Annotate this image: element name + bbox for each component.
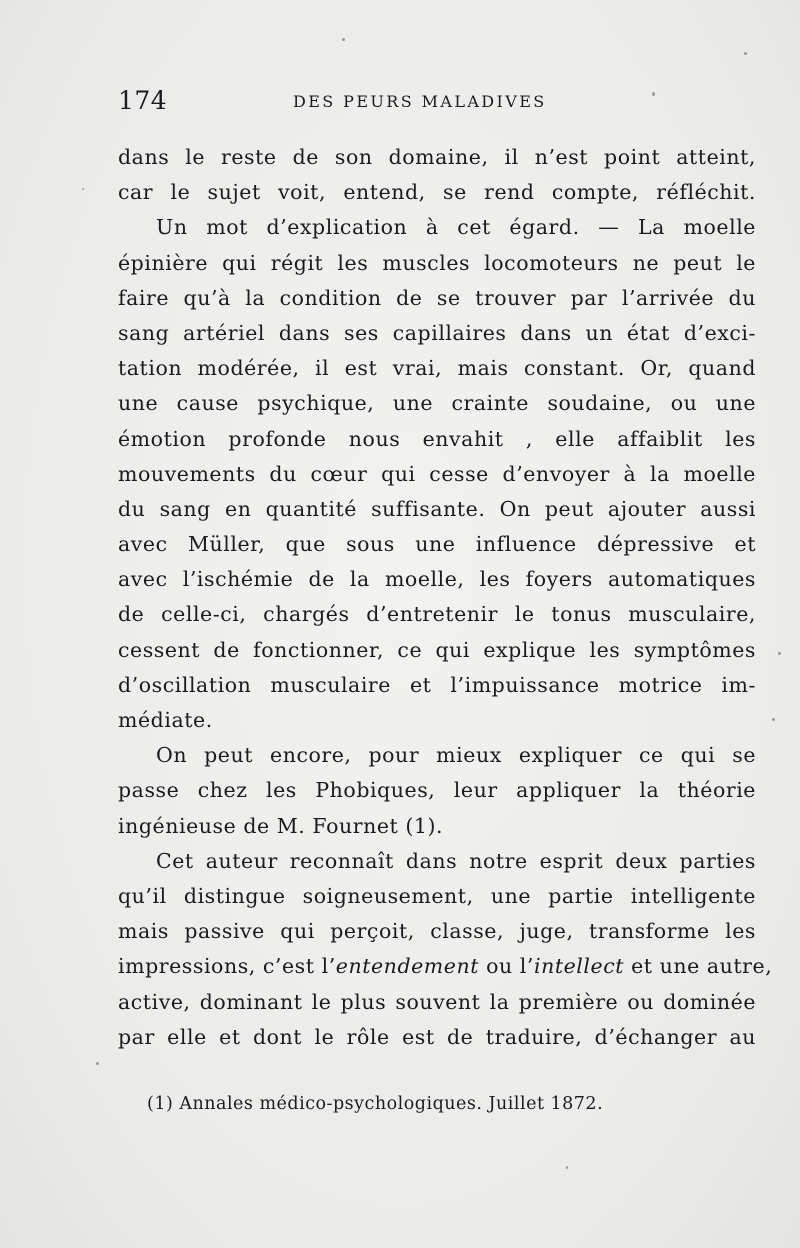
text-line: faire qu’à la condition de se trouver par l’arrivée du <box>118 285 756 310</box>
text-line: impressions, c’est l’entendement ou l’intellect et une autre, <box>118 954 773 979</box>
text-line: d’oscillation musculaire et l’impuissance motrice im- <box>118 672 756 697</box>
running-title: DES PEURS MALADIVES <box>293 92 547 111</box>
text-line: Un mot d’explication à cet égard. — La moelle <box>156 215 756 240</box>
page-header <box>118 86 758 120</box>
paper-speck <box>744 52 747 55</box>
italic-term: intellect <box>533 954 625 979</box>
text-line: ingénieuse de M. Fournet (1). <box>118 813 444 838</box>
page-number: 174 <box>118 86 168 115</box>
text-line: passe chez les Phobiques, leur appliquer la théorie <box>118 778 756 803</box>
text-line: mouvements du cœur qui cesse d’envoyer à la moelle <box>118 461 756 486</box>
text-line: Cet auteur reconnaît dans notre esprit deux parties <box>156 848 756 873</box>
text-line: émotion profonde nous envahit , elle affaiblit les <box>118 426 756 451</box>
text-line: du sang en quantité suffisante. On peut ajouter aussi <box>118 496 756 521</box>
paper-speck <box>778 652 781 655</box>
text-line: de celle-ci, chargés d’entretenir le tonus musculaire, <box>118 602 756 627</box>
footnote: (1) Annales médico-psychologiques. Juillet 1872. <box>147 1094 604 1114</box>
italic-term: entendement <box>335 954 480 979</box>
text-line: cessent de fonctionner, ce qui explique les symptômes <box>118 637 756 662</box>
text-line: avec l’ischémie de la moelle, les foyers automatiques <box>118 567 756 592</box>
text-line: par elle et dont le rôle est de traduire, d’échanger au <box>118 1024 756 1049</box>
text-line: avec Müller, que sous une influence dépressive et <box>118 532 756 557</box>
text-line: car le sujet voit, entend, se rend compte, réfléchit. <box>118 180 756 205</box>
paper-speck <box>342 38 345 41</box>
paper-speck <box>566 1166 568 1169</box>
text-line: mais passive qui perçoit, classe, juge, transforme les <box>118 919 756 944</box>
paper-speck <box>652 92 655 96</box>
text-line: tation modérée, il est vrai, mais constant. Or, quand <box>118 356 756 381</box>
paper-speck <box>82 188 84 190</box>
text-line: dans le reste de son domaine, il n’est point atteint, <box>118 145 756 169</box>
paper-speck <box>772 718 775 721</box>
text-line: qu’il distingue soigneusement, une partie intelligente <box>118 883 756 908</box>
text-line: active, dominant le plus souvent la première ou dominée <box>118 989 756 1014</box>
text-line: médiate. <box>118 708 213 732</box>
body-text <box>118 140 773 1055</box>
text-line: sang artériel dans ses capillaires dans un état d’exci- <box>118 320 756 345</box>
text-line: On peut encore, pour mieux expliquer ce qui se <box>156 743 756 768</box>
paper-speck <box>96 1062 99 1065</box>
text-line: épinière qui régit les muscles locomoteurs ne peut le <box>118 250 756 275</box>
text-line: une cause psychique, une crainte soudaine, ou une <box>118 391 756 416</box>
